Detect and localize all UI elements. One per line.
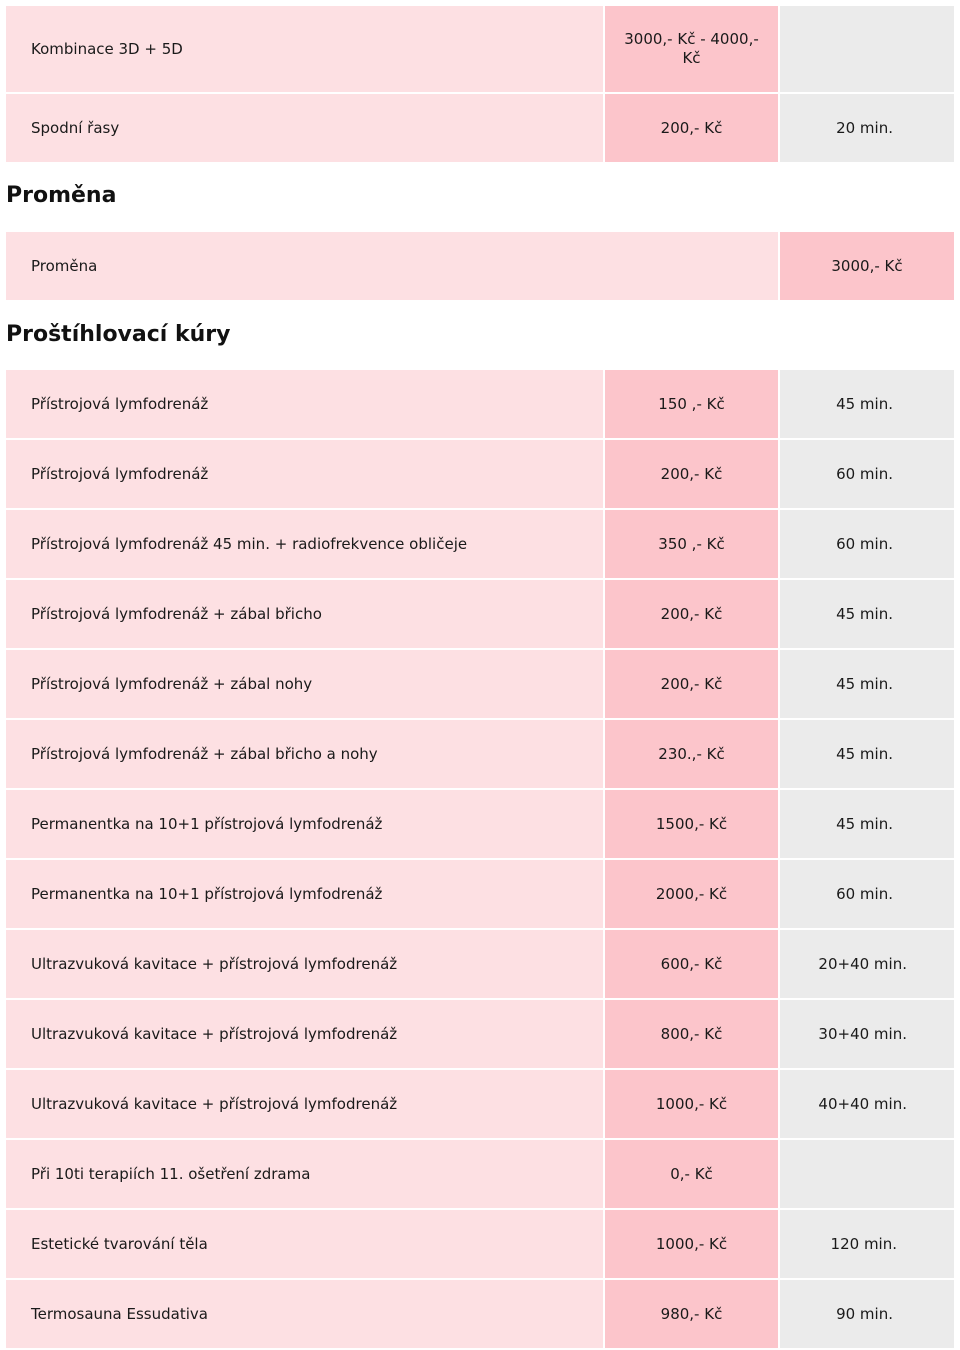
service-price: 800,- Kč (603, 1000, 778, 1068)
table-row (6, 1280, 954, 1350)
service-price: 200,- Kč (603, 580, 778, 648)
service-name: Kombinace 3D + 5D (6, 6, 603, 92)
table-row (6, 580, 954, 650)
service-duration: 60 min. (778, 510, 954, 578)
table-row (6, 650, 954, 720)
table-row (6, 1000, 954, 1070)
table-row (6, 790, 954, 860)
service-name: Při 10ti terapiích 11. ošetření zdrama (6, 1140, 603, 1208)
service-duration: 60 min. (778, 860, 954, 928)
service-price: 3000,- Kč (778, 232, 954, 300)
service-duration: 40+40 min. (778, 1070, 954, 1138)
service-name: Ultrazvuková kavitace + přístrojová lymfodrenáž (6, 930, 603, 998)
service-duration: 45 min. (778, 580, 954, 648)
service-price: 0,- Kč (603, 1140, 778, 1208)
service-duration: 60 min. (778, 440, 954, 508)
service-price: 3000,- Kč - 4000,- Kč (603, 6, 778, 92)
service-duration: 45 min. (778, 720, 954, 788)
service-price: 200,- Kč (603, 94, 778, 162)
service-name: Estetické tvarování těla (6, 1210, 603, 1278)
service-price: 200,- Kč (603, 650, 778, 718)
service-name: Proměna (6, 232, 778, 300)
table-row (6, 370, 954, 440)
service-name: Přístrojová lymfodrenáž + zábal břicho a nohy (6, 720, 603, 788)
service-name: Přístrojová lymfodrenáž + zábal nohy (6, 650, 603, 718)
service-price: 350 ,- Kč (603, 510, 778, 578)
service-duration: 45 min. (778, 650, 954, 718)
section-heading-promena: Proměna (6, 183, 117, 208)
table-row (6, 440, 954, 510)
service-name: Termosauna Essudativa (6, 1280, 603, 1348)
service-name: Přístrojová lymfodrenáž 45 min. + radiofrekvence obličeje (6, 510, 603, 578)
table-row (6, 510, 954, 580)
service-duration: 90 min. (778, 1280, 954, 1348)
service-name: Ultrazvuková kavitace + přístrojová lymfodrenáž (6, 1000, 603, 1068)
table-row (6, 1210, 954, 1280)
service-price: 600,- Kč (603, 930, 778, 998)
service-duration: 20+40 min. (778, 930, 954, 998)
service-name: Přístrojová lymfodrenáž (6, 370, 603, 438)
table-row (6, 860, 954, 930)
service-price: 200,- Kč (603, 440, 778, 508)
price-table-lashes (6, 6, 954, 164)
service-name: Přístrojová lymfodrenáž (6, 440, 603, 508)
table-row (6, 1070, 954, 1140)
service-price: 150 ,- Kč (603, 370, 778, 438)
service-name: Ultrazvuková kavitace + přístrojová lymfodrenáž (6, 1070, 603, 1138)
service-price: 980,- Kč (603, 1280, 778, 1348)
table-row (6, 1140, 954, 1210)
table-row (6, 720, 954, 790)
service-duration (778, 1140, 954, 1208)
service-price: 1500,- Kč (603, 790, 778, 858)
service-duration: 30+40 min. (778, 1000, 954, 1068)
service-name: Spodní řasy (6, 94, 603, 162)
service-price: 2000,- Kč (603, 860, 778, 928)
section-heading-slimming: Proštíhlovací kúry (6, 322, 231, 347)
table-row (6, 232, 954, 302)
service-price: 1000,- Kč (603, 1210, 778, 1278)
service-duration (778, 6, 954, 92)
service-name: Permanentka na 10+1 přístrojová lymfodrenáž (6, 790, 603, 858)
service-duration: 45 min. (778, 370, 954, 438)
table-row (6, 94, 954, 164)
price-table-slimming (6, 370, 954, 1350)
table-row (6, 6, 954, 94)
service-name: Přístrojová lymfodrenáž + zábal břicho (6, 580, 603, 648)
service-duration: 45 min. (778, 790, 954, 858)
price-table-promena (6, 232, 954, 302)
service-duration: 120 min. (778, 1210, 954, 1278)
service-duration: 20 min. (778, 94, 954, 162)
service-price: 230.,- Kč (603, 720, 778, 788)
service-name: Permanentka na 10+1 přístrojová lymfodrenáž (6, 860, 603, 928)
service-price: 1000,- Kč (603, 1070, 778, 1138)
table-row (6, 930, 954, 1000)
